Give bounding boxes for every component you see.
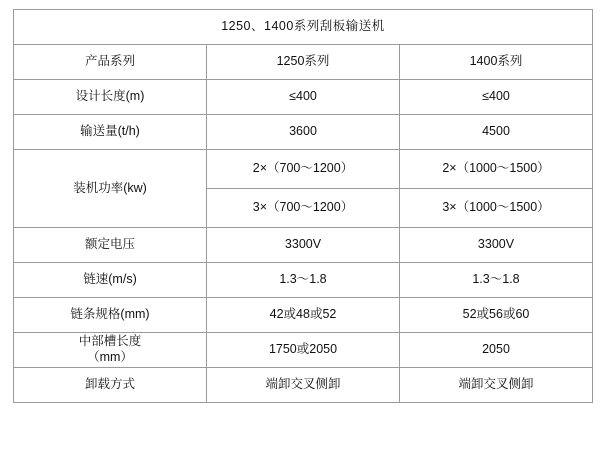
row-value-1250: 1.3～1.8 [207, 263, 400, 298]
row-value-1250: 3300V [207, 228, 400, 263]
row-label: 链条规格(mm) [14, 298, 207, 333]
row-label-line1: 中部槽长度 [78, 334, 142, 349]
row-value-1250: ≤400 [207, 80, 400, 115]
row-label-line2: （mm） [87, 350, 133, 364]
row-value-1250: 3600 [207, 115, 400, 150]
row-value-1400: 端卸交叉侧卸 [400, 368, 593, 403]
row-value-1400: 3×（1000～1500） [400, 189, 593, 228]
table-row [14, 263, 593, 298]
row-value-1250: 1250系列 [207, 45, 400, 80]
row-value-1250: 42或48或52 [207, 298, 400, 333]
row-value-1250: 端卸交叉侧卸 [207, 368, 400, 403]
row-label: 输送量(t/h) [14, 115, 207, 150]
specification-table [13, 9, 593, 403]
table-row [14, 80, 593, 115]
table-row [14, 150, 593, 189]
table-row [14, 298, 593, 333]
row-label: 链速(m/s) [14, 263, 207, 298]
row-value-1250: 1750或2050 [207, 333, 400, 368]
row-label: 装机功率(kw) [14, 150, 207, 228]
row-value-1400: 52或56或60 [400, 298, 593, 333]
row-label: 额定电压 [14, 228, 207, 263]
row-value-1400: 1.3～1.8 [400, 263, 593, 298]
row-value-1400: 2050 [400, 333, 593, 368]
table-row [14, 115, 593, 150]
table-row [14, 228, 593, 263]
table-row [14, 368, 593, 403]
spec-sheet [0, 9, 606, 462]
row-value-1250: 2×（700～1200） [207, 150, 400, 189]
table-row [14, 333, 593, 368]
row-label: 产品系列 [14, 45, 207, 80]
row-value-1400: 1400系列 [400, 45, 593, 80]
row-value-1400: 4500 [400, 115, 593, 150]
table-row [14, 45, 593, 80]
row-label [14, 333, 207, 368]
page-title: 1250、1400系列刮板输送机 [14, 10, 593, 45]
table-title-row [14, 10, 593, 45]
row-value-1400: 2×（1000～1500） [400, 150, 593, 189]
row-value-1400: ≤400 [400, 80, 593, 115]
row-label: 卸载方式 [14, 368, 207, 403]
row-value-1250: 3×（700～1200） [207, 189, 400, 228]
row-label: 设计长度(m) [14, 80, 207, 115]
row-value-1400: 3300V [400, 228, 593, 263]
